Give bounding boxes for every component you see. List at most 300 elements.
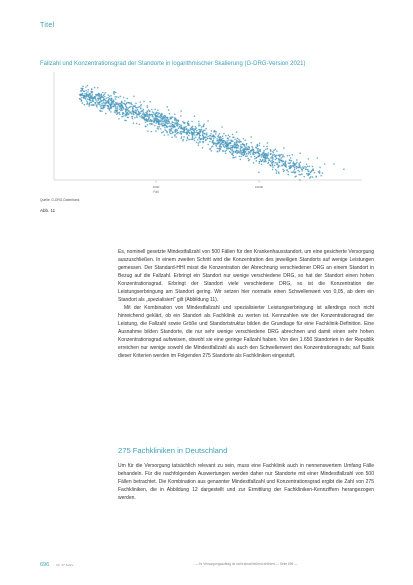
scatter-point xyxy=(82,88,84,90)
scatter-point xyxy=(275,159,277,161)
scatter-point xyxy=(197,139,199,141)
scatter-point xyxy=(250,136,252,138)
scatter-point xyxy=(193,138,195,140)
scatter-point xyxy=(221,126,223,128)
scatter-point xyxy=(94,87,96,89)
scatter-point xyxy=(259,142,261,144)
scatter-point xyxy=(324,163,326,165)
scatter-point xyxy=(196,130,198,132)
scatter-point xyxy=(107,107,109,109)
scatter-point xyxy=(211,130,213,132)
scatter-point xyxy=(180,131,182,133)
scatter-point xyxy=(128,107,130,109)
scatter-point xyxy=(118,118,120,120)
scatter-point xyxy=(191,129,193,131)
scatter-point xyxy=(128,110,130,112)
scatter-point xyxy=(257,144,259,146)
scatter-point xyxy=(120,96,122,98)
scatter-point xyxy=(272,166,274,168)
scatter-point xyxy=(259,161,261,163)
scatter-point xyxy=(254,155,256,157)
scatter-point xyxy=(161,116,163,118)
scatter-point xyxy=(294,172,296,174)
scatter-point xyxy=(230,141,232,143)
scatter-point xyxy=(262,159,264,161)
scatter-point xyxy=(253,162,255,164)
scatter-point xyxy=(220,144,222,146)
scatter-point xyxy=(187,138,189,140)
scatter-point xyxy=(136,123,138,125)
scatter-point xyxy=(278,160,280,162)
scatter-point xyxy=(202,138,204,140)
scatter-point xyxy=(102,100,104,102)
scatter-point xyxy=(110,111,112,113)
scatter-point xyxy=(229,136,231,138)
scatter-point xyxy=(238,142,240,144)
scatter-point xyxy=(259,149,261,151)
scatter-point xyxy=(220,146,222,148)
scatter-point xyxy=(288,174,290,176)
scatter-point xyxy=(164,117,166,119)
x-axis-label: Fall xyxy=(153,190,159,193)
scatter-point xyxy=(265,149,267,151)
scatter-point xyxy=(276,158,278,160)
scatter-point xyxy=(333,163,335,165)
scatter-point xyxy=(298,174,300,176)
scatter-point xyxy=(244,147,246,149)
scatter-point xyxy=(225,135,227,137)
scatter-point xyxy=(285,164,287,166)
scatter-point xyxy=(170,133,172,135)
scatter-point xyxy=(303,167,305,169)
scatter-point xyxy=(164,127,166,129)
scatter-point xyxy=(166,117,168,119)
scatter-point xyxy=(130,106,132,108)
scatter-point xyxy=(269,164,271,166)
scatter-point xyxy=(256,150,258,152)
scatter-point xyxy=(243,138,245,140)
scatter-point xyxy=(307,169,309,171)
scatter-point xyxy=(218,137,220,139)
scatter-point xyxy=(195,137,197,139)
scatter-point xyxy=(219,149,221,151)
scatter-point xyxy=(279,154,281,156)
scatter-point xyxy=(124,120,126,122)
scatter-point xyxy=(202,142,204,144)
scatter-point xyxy=(244,148,246,150)
scatter-point xyxy=(276,155,278,157)
scatter-point xyxy=(101,94,103,96)
scatter-point xyxy=(115,112,117,114)
scatter-point xyxy=(172,127,174,129)
scatter-point xyxy=(257,145,259,147)
scatter-point xyxy=(171,136,173,138)
scatter-point xyxy=(118,112,120,114)
scatter-point xyxy=(267,148,269,150)
scatter-point xyxy=(87,85,89,87)
scatter-point xyxy=(263,154,265,156)
scatter-point xyxy=(139,116,141,118)
scatter-point xyxy=(242,149,244,151)
scatter-point xyxy=(248,153,250,155)
scatter-point xyxy=(188,120,190,122)
scatter-point xyxy=(289,163,291,165)
scatter-point xyxy=(161,132,163,134)
scatter-point xyxy=(296,167,298,169)
scatter-point xyxy=(86,100,88,102)
scatter-point xyxy=(231,153,233,155)
scatter-point xyxy=(292,171,294,173)
scatter-point xyxy=(305,168,307,170)
scatter-point xyxy=(216,145,218,147)
scatter-point xyxy=(158,123,160,125)
scatter-point xyxy=(250,153,252,155)
scatter-point xyxy=(151,109,153,111)
scatter-point xyxy=(278,172,280,174)
scatter-point xyxy=(80,95,82,97)
scatter-point xyxy=(255,146,257,148)
scatter-point xyxy=(100,106,102,108)
scatter-point xyxy=(276,170,278,172)
scatter-point xyxy=(99,98,101,100)
scatter-point xyxy=(205,136,207,138)
scatter-point xyxy=(256,160,258,162)
scatter-point xyxy=(275,169,277,171)
scatter-point xyxy=(192,135,194,137)
scatter-point xyxy=(216,147,218,149)
scatter-point xyxy=(283,156,285,158)
scatter-point xyxy=(93,98,95,100)
scatter-point xyxy=(93,104,95,106)
scatter-point xyxy=(196,127,198,129)
scatter-point xyxy=(91,88,93,90)
scatter-point xyxy=(207,144,209,146)
scatter-point xyxy=(157,114,159,116)
scatter-point xyxy=(187,122,189,124)
scatter-point xyxy=(233,136,235,138)
scatter-point xyxy=(230,149,232,151)
scatter-point xyxy=(153,114,155,116)
x-tick-label-10000: 10000 xyxy=(254,185,264,189)
scatter-point xyxy=(145,121,147,123)
scatter-point xyxy=(240,150,242,152)
scatter-point xyxy=(151,114,153,116)
scatter-point xyxy=(254,158,256,160)
scatter-point xyxy=(204,130,206,132)
scatter-point xyxy=(299,152,301,154)
scatter-point xyxy=(222,144,224,146)
scatter-point xyxy=(297,167,299,169)
scatter-point xyxy=(316,157,318,159)
scatter-point xyxy=(174,117,176,119)
scatter-point xyxy=(202,126,204,128)
scatter-point xyxy=(100,104,102,106)
scatter-point xyxy=(250,156,252,158)
scatter-point xyxy=(139,101,141,103)
scatter-point xyxy=(136,115,138,117)
scatter-point xyxy=(105,103,107,105)
scatter-point xyxy=(127,98,129,100)
scatter-point xyxy=(158,128,160,130)
scatter-point xyxy=(295,166,297,168)
scatter-point xyxy=(231,140,233,142)
scatter-point xyxy=(155,130,157,132)
scatter-point xyxy=(279,161,281,163)
scatter-point xyxy=(234,138,236,140)
scatter-point xyxy=(236,145,238,147)
scatter-point xyxy=(125,114,127,116)
scatter-point xyxy=(133,95,135,97)
scatter-point xyxy=(301,169,303,171)
scatter-point xyxy=(292,154,294,156)
scatter-point xyxy=(310,172,312,174)
scatter-point xyxy=(104,105,106,107)
scatter-point xyxy=(223,133,225,135)
scatter-point xyxy=(219,133,221,135)
scatter-point xyxy=(245,155,247,157)
scatter-point xyxy=(272,162,274,164)
scatter-point xyxy=(119,109,121,111)
scatter-point xyxy=(300,162,302,164)
scatter-point xyxy=(183,131,185,133)
scatter-point xyxy=(177,132,179,134)
scatter-point xyxy=(251,146,253,148)
scatter-point xyxy=(260,151,262,153)
scatter-point xyxy=(161,120,163,122)
scatter-point xyxy=(169,129,171,131)
scatter-point xyxy=(236,131,238,133)
scatter-point xyxy=(115,102,117,104)
scatter-point xyxy=(104,96,106,98)
scatter-point xyxy=(188,131,190,133)
scatter-point xyxy=(285,165,287,167)
scatter-point xyxy=(198,144,200,146)
scatter-point xyxy=(225,150,227,152)
scatter-point xyxy=(189,132,191,134)
scatter-point xyxy=(184,129,186,131)
scatter-point xyxy=(234,142,236,144)
scatter-point xyxy=(124,108,126,110)
scatter-point xyxy=(186,129,188,131)
scatter-point xyxy=(112,101,114,103)
scatter-point xyxy=(228,139,230,141)
scatter-point xyxy=(301,173,303,175)
scatter-point xyxy=(294,164,296,166)
scatter-point xyxy=(97,102,99,104)
scatter-point xyxy=(122,107,124,109)
scatter-point xyxy=(110,102,112,104)
scatter-point xyxy=(272,164,274,166)
scatter-point xyxy=(95,94,97,96)
scatter-point xyxy=(84,97,86,99)
scatter-point xyxy=(113,99,115,101)
scatter-point xyxy=(199,129,201,131)
scatter-point xyxy=(294,176,296,178)
scatter-point xyxy=(132,118,134,120)
scatter-point xyxy=(274,154,276,156)
scatter-point xyxy=(215,133,217,135)
scatter-point xyxy=(253,151,255,153)
scatter-point xyxy=(154,118,156,120)
scatter-point xyxy=(293,162,295,164)
scatter-point xyxy=(174,130,176,132)
scatter-point xyxy=(164,121,166,123)
scatter-point xyxy=(180,137,182,139)
scatter-point xyxy=(247,148,249,150)
scatter-point xyxy=(88,105,90,107)
scatter-point xyxy=(172,122,174,124)
scatter-point xyxy=(92,99,94,101)
scatter-point xyxy=(85,96,87,98)
scatter-point xyxy=(191,132,193,134)
footer-left-text: Ch. 27 Jahrs. xyxy=(56,563,74,567)
scatter-point xyxy=(105,100,107,102)
scatter-point xyxy=(308,158,310,160)
scatter-point xyxy=(169,125,171,127)
scatter-point xyxy=(133,122,135,124)
scatter-point xyxy=(240,158,242,160)
scatter-point xyxy=(130,103,132,105)
scatter-point xyxy=(124,100,126,102)
scatter-point xyxy=(207,137,209,139)
scatter-point xyxy=(286,169,288,171)
scatter-point xyxy=(145,115,147,117)
scatter-point xyxy=(218,135,220,137)
scatter-point xyxy=(247,158,249,160)
scatter-point xyxy=(306,173,308,175)
scatter-point xyxy=(174,119,176,121)
scatter-point xyxy=(101,96,103,98)
scatter-point xyxy=(277,167,279,169)
scatter-point xyxy=(174,132,176,134)
scatter-point xyxy=(157,121,159,123)
scatter-point xyxy=(139,124,141,126)
scatter-point xyxy=(270,161,272,163)
scatter-point xyxy=(292,165,294,167)
scatter-point xyxy=(143,117,145,119)
scatter-point xyxy=(272,151,274,153)
scatter-point xyxy=(164,123,166,125)
scatter-point xyxy=(95,99,97,101)
scatter-point xyxy=(199,138,201,140)
scatter-point xyxy=(231,150,233,152)
scatter-point xyxy=(81,97,83,99)
scatter-point xyxy=(103,98,105,100)
scatter-point xyxy=(261,164,263,166)
scatter-point xyxy=(242,153,244,155)
scatter-point xyxy=(142,114,144,116)
scatter-point xyxy=(193,129,195,131)
scatter-point xyxy=(166,131,168,133)
scatter-point xyxy=(258,171,260,173)
scatter-point xyxy=(159,126,161,128)
scatter-point xyxy=(248,147,250,149)
scatter-point xyxy=(202,133,204,135)
scatter-point xyxy=(230,145,232,147)
scatter-point xyxy=(79,98,81,100)
scatter-point xyxy=(262,152,264,154)
scatter-point xyxy=(232,146,234,148)
scatter-point xyxy=(119,102,121,104)
scatter-point xyxy=(147,124,149,126)
scatter-point xyxy=(154,125,156,127)
scatter-point xyxy=(238,145,240,147)
scatter-point xyxy=(136,107,138,109)
scatter-point xyxy=(85,86,87,88)
scatter-point xyxy=(236,141,238,143)
scatter-point xyxy=(188,135,190,137)
scatter-point xyxy=(119,114,121,116)
scatter-point xyxy=(136,117,138,119)
scatter-point xyxy=(223,150,225,152)
scatter-point xyxy=(170,125,172,127)
scatter-point xyxy=(182,140,184,142)
scatter-point xyxy=(211,136,213,138)
scatter-point xyxy=(251,142,253,144)
scatter-point xyxy=(202,134,204,136)
scatter-point xyxy=(272,154,274,156)
paragraph-1: Es, nominell gesetzte Mindestfallzahl von 500 Fällen für den Krankenhausstandort, um eine gesicherte Versorgung auszuschließen. In einem zweiten Schritt wird die Konzentration des jeweiligen Standorts auf wenige Leistungen gemessen. Der Standard-HHI misst die Konzentration der Abrechnung verschiedener DRG an einem Standort in Bezug auf die Fallzahl. Erbringt ein Standort nur wenige verschiedene DRG, so hat der Standort einen hohen Konzentrationsgrad. Erbringt der Standort viele verschiedene DRG, so ist die Konzentration der Leistungserbringung am Standort gering. Wir setzen hier normativ einen Schwellenwert von 0,05, ab dem ein Standort als „spezialisiert“ gilt (Abbildung 11). xyxy=(118,249,374,303)
scatter-point xyxy=(296,159,298,161)
scatter-point xyxy=(303,176,305,178)
scatter-point xyxy=(238,139,240,141)
scatter-point xyxy=(228,134,230,136)
scatter-point xyxy=(187,136,189,138)
scatter-point xyxy=(283,147,285,149)
scatter-point xyxy=(138,106,140,108)
scatter-point xyxy=(249,159,251,161)
scatter-point xyxy=(126,113,128,115)
scatter-point xyxy=(121,105,123,107)
scatter-point xyxy=(252,154,254,156)
scatter-point xyxy=(127,117,129,119)
scatter-point xyxy=(140,105,142,107)
scatter-point xyxy=(92,94,94,96)
scatter-point xyxy=(281,164,283,166)
scatter-point xyxy=(274,162,276,164)
scatter-point xyxy=(176,125,178,127)
scatter-point xyxy=(128,102,130,104)
scatter-point xyxy=(124,103,126,105)
scatter-point xyxy=(121,108,123,110)
scatter-point xyxy=(245,149,247,151)
scatter-point xyxy=(289,155,291,157)
scatter-point xyxy=(239,156,241,158)
scatter-point xyxy=(110,106,112,108)
scatter-point xyxy=(166,106,168,108)
scatter-point xyxy=(89,103,91,105)
scatter-point xyxy=(217,151,219,153)
x-tick-label-1000: 1000 xyxy=(152,185,160,189)
scatter-point xyxy=(288,166,290,168)
scatter-point xyxy=(320,175,322,177)
scatter-point xyxy=(216,138,218,140)
scatter-point xyxy=(86,94,88,96)
scatter-point xyxy=(177,119,179,121)
scatter-point xyxy=(94,102,96,104)
scatter-point xyxy=(191,138,193,140)
scatter-point xyxy=(143,109,145,111)
scatter-point xyxy=(168,109,170,111)
scatter-point xyxy=(171,116,173,118)
scatter-point xyxy=(132,113,134,115)
scatter-point xyxy=(194,134,196,136)
scatter-point xyxy=(171,127,173,129)
scatter-point xyxy=(114,98,116,100)
scatter-point xyxy=(162,123,164,125)
scatter-point xyxy=(214,135,216,137)
scatter-point xyxy=(275,148,277,150)
